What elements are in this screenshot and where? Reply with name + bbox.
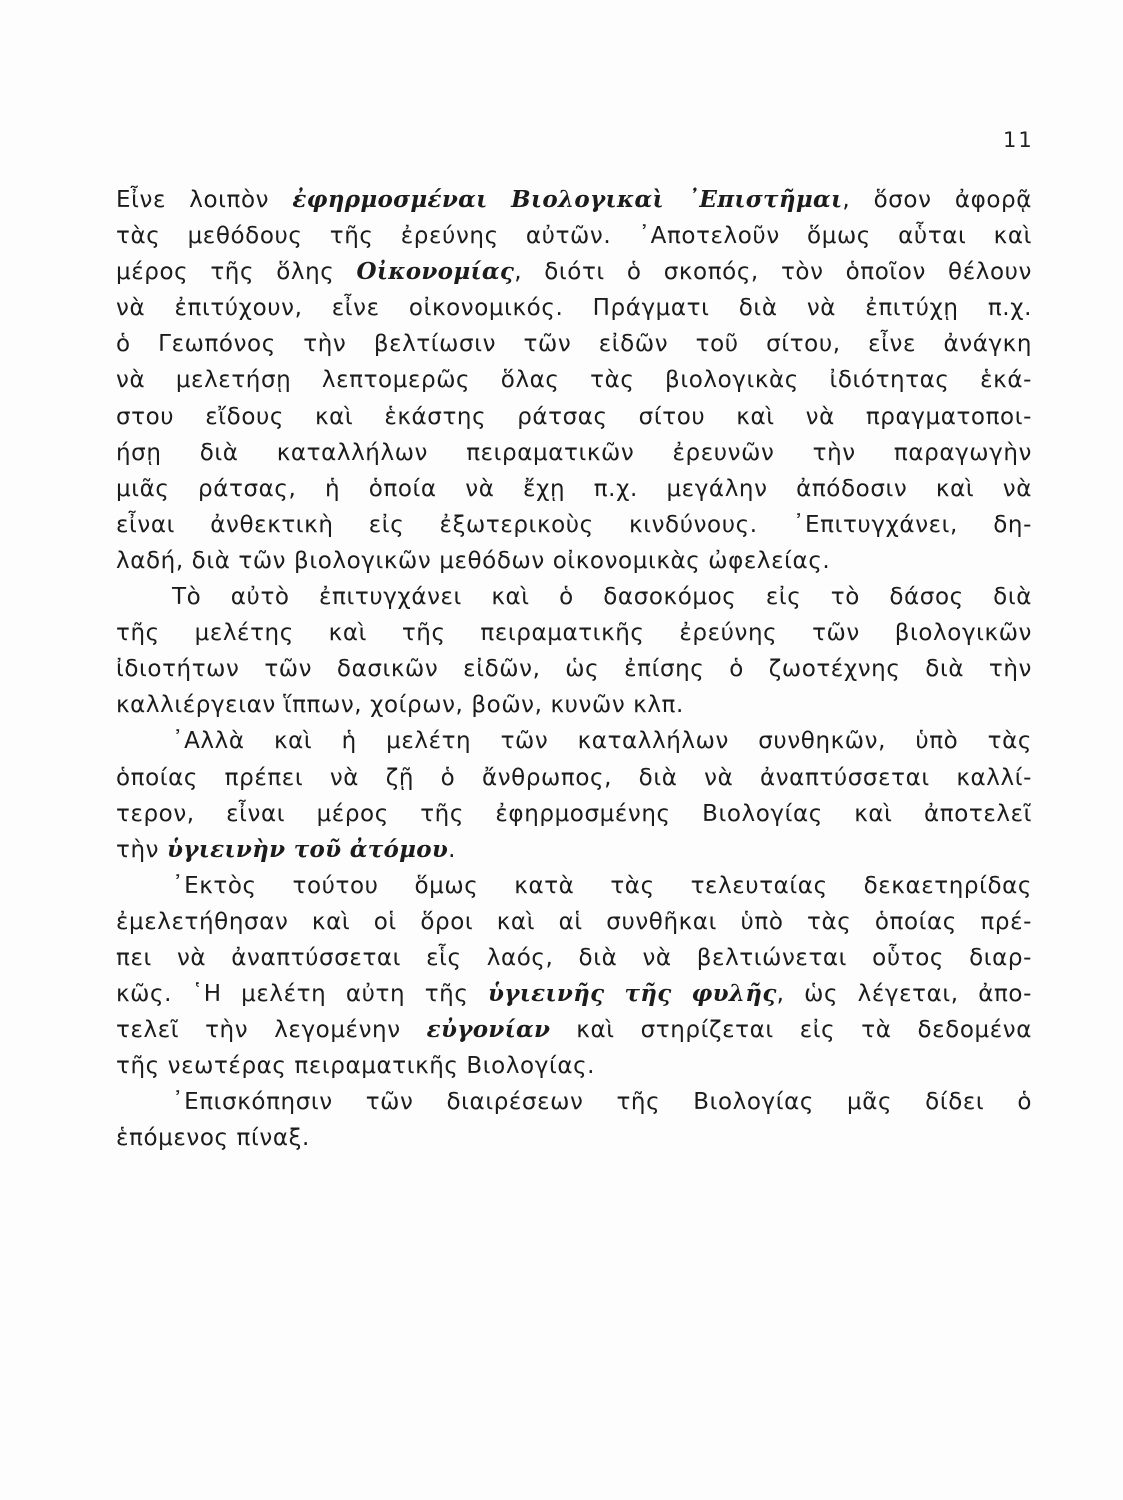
text-line	[116, 290, 1032, 326]
text-line	[116, 579, 1032, 615]
text-segment: ἰδιοτήτων τῶν δασικῶν εἰδῶν, ὡς ἐπίσης ὁ ζωοτέχνης διὰ τὴν	[116, 656, 1032, 683]
emphasized-term: Οἰκονομίας	[356, 258, 515, 286]
text-segment: Εἶνε λοιπὸν	[116, 187, 293, 213]
text-line	[116, 687, 1032, 723]
text-line	[116, 218, 1032, 254]
text-line	[116, 543, 1032, 579]
text-line	[116, 507, 1032, 543]
text-segment: τὴν	[116, 836, 167, 863]
text-line	[116, 651, 1032, 687]
text-line	[116, 1120, 1032, 1156]
text-line	[116, 471, 1032, 507]
text-line	[116, 904, 1032, 940]
text-segment: , διότι ὁ σκοπός, τὸν ὁποῖον θέλουν	[514, 259, 1032, 286]
text-segment: εἶναι ἀνθεκτικὴ εἰς ἐξωτερικοὺς κινδύνους. ᾿Επιτυγχάνει, δη-	[116, 511, 1032, 538]
text-line	[116, 615, 1032, 651]
text-line	[116, 254, 1032, 290]
text-segment: λαδή, διὰ τῶν βιολογικῶν μεθόδων οἰκονομικὰς ὠφελείας.	[116, 547, 831, 574]
text-line	[116, 362, 1032, 398]
text-line	[116, 796, 1032, 832]
text-line	[116, 1048, 1032, 1084]
text-segment: στου εἴδους καὶ ἑκάστης ράτσας σίτου καὶ νὰ πραγματοποι-	[116, 403, 1032, 430]
text-line	[116, 976, 1032, 1012]
text-segment: ὁποίας πρέπει νὰ ζῇ ὁ ἄνθρωπος, διὰ νὰ ἀναπτύσσεται καλλί-	[116, 764, 1032, 791]
text-segment: πει νὰ ἀναπτύσσεται εἷς λαός, διὰ νὰ βελτιώνεται οὗτος διαρ-	[116, 944, 1032, 971]
text-segment: τερον, εἶναι μέρος τῆς ἐφηρμοσμένης Βιολογίας καὶ ἀποτελεῖ	[116, 800, 1032, 827]
text-line	[116, 832, 1032, 868]
text-segment: τῆς νεωτέρας πειραματικῆς Βιολογίας.	[116, 1053, 596, 1080]
emphasized-term: ὑγιεινὴν τοῦ ἀτόμου	[166, 835, 449, 863]
text-segment: καὶ στηρίζεται εἰς τὰ δεδομένα	[550, 1017, 1033, 1044]
body-text	[116, 182, 1032, 1157]
text-segment: ᾿Εκτὸς τούτου ὅμως κατὰ τὰς τελευταίας δεκαετηρίδας	[172, 872, 1032, 899]
text-segment: ήσῃ διὰ καταλλήλων πειραματικῶν ἐρευνῶν τὴν παραγωγὴν	[116, 439, 1032, 466]
text-segment: ἐμελετήθησαν καὶ οἱ ὅροι καὶ αἱ συνθῆκαι ὑπὸ τὰς ὁποίας πρέ-	[116, 908, 1032, 935]
text-segment: τελεῖ τὴν λεγομένην	[116, 1017, 427, 1044]
text-line	[116, 1012, 1032, 1048]
text-segment: .	[448, 836, 457, 863]
emphasized-term: ἐφηρμοσμέναι Βιολογικαὶ ᾿Επιστῆμαι	[292, 186, 843, 213]
page-number: 11	[1003, 128, 1034, 152]
emphasized-term: ὑγιεινῆς τῆς φυλῆς	[488, 980, 777, 1008]
text-line	[116, 399, 1032, 435]
text-segment: κῶς. ῾Η μελέτη αὐτη τῆς	[116, 981, 489, 1008]
text-segment: μέρος τῆς ὅλης	[116, 259, 357, 286]
text-segment: ᾿Επισκόπησιν τῶν διαιρέσεων τῆς Βιολογίας μᾶς δίδει ὁ	[172, 1089, 1032, 1116]
text-segment: καλλιέργειαν ἵππων, χοίρων, βοῶν, κυνῶν κλπ.	[116, 692, 684, 719]
text-segment: ᾿Αλλὰ καὶ ἡ μελέτη τῶν καταλλήλων συνθηκῶν, ὑπὸ τὰς	[172, 728, 1032, 755]
text-segment: νὰ ἐπιτύχουν, εἶνε οἰκονομικός. Πράγματι διὰ νὰ ἐπιτύχῃ π.χ.	[116, 295, 1032, 322]
text-line	[116, 940, 1032, 976]
text-segment: τὰς μεθόδους τῆς ἐρεύνης αὐτῶν. ᾿Αποτελοῦν ὅμως αὗται καὶ	[116, 223, 1032, 250]
text-segment: , ὅσον ἀφορᾷ	[842, 187, 1032, 213]
text-line	[116, 723, 1032, 759]
text-segment: ἑπόμενος πίναξ.	[116, 1125, 310, 1152]
text-segment: νὰ μελετήσῃ λεπτομερῶς ὅλας τὰς βιολογικὰς ἰδιότητας ἑκά-	[116, 367, 1032, 394]
text-line	[116, 326, 1032, 362]
text-line	[116, 182, 1032, 218]
text-segment: μιᾶς ράτσας, ἡ ὁποία νὰ ἔχῃ π.χ. μεγάλην ἀπόδοσιν καὶ νὰ	[116, 475, 1032, 502]
text-line	[116, 435, 1032, 471]
text-segment: Τὸ αὐτὸ ἐπιτυγχάνει καὶ ὁ δασοκόμος εἰς τὸ δάσος διὰ	[172, 584, 1032, 611]
text-segment: τῆς μελέτης καὶ τῆς πειραματικῆς ἐρεύνης τῶν βιολογικῶν	[116, 620, 1032, 647]
text-line	[116, 868, 1032, 904]
text-line	[116, 760, 1032, 796]
text-line	[116, 1084, 1032, 1120]
emphasized-term: εὐγονίαν	[426, 1016, 551, 1044]
text-segment: , ὡς λέγεται, ἀπο-	[776, 981, 1032, 1008]
text-segment: ὁ Γεωπόνος τὴν βελτίωσιν τῶν εἰδῶν τοῦ σίτου, εἶνε ἀνάγκη	[116, 331, 1032, 358]
